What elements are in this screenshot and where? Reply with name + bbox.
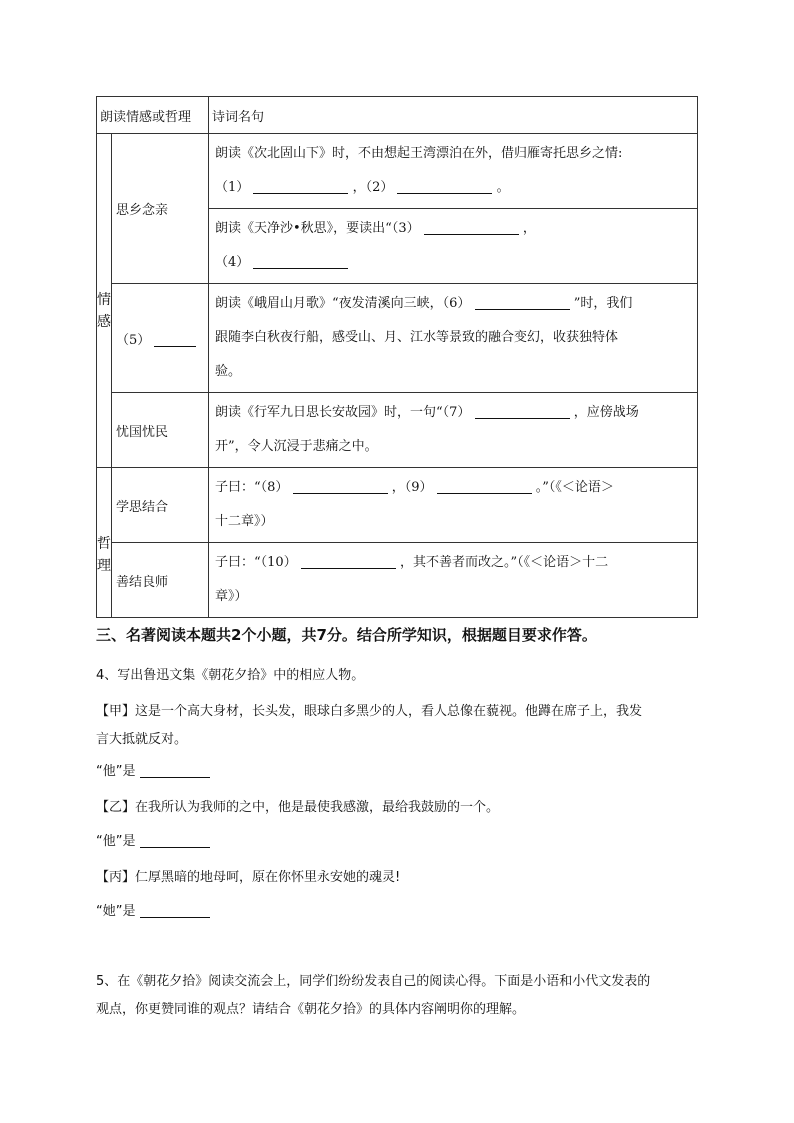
category-emotion xyxy=(97,134,112,468)
text: 朗读《行军九日思长安故园》时，一句“（7） xyxy=(215,405,471,420)
category-char: 理 xyxy=(97,557,111,574)
text-line xyxy=(215,396,695,430)
q4-excerpt-a xyxy=(96,698,696,754)
text: （4） xyxy=(215,255,250,270)
answer-blank[interactable] xyxy=(475,293,570,310)
answer-blank[interactable] xyxy=(253,252,348,269)
text: ，应傍战场 xyxy=(573,405,639,420)
text-line: 章》） xyxy=(215,589,248,604)
table-row xyxy=(97,468,698,543)
row-text xyxy=(209,468,698,543)
subcategory xyxy=(112,284,209,393)
text-line xyxy=(215,471,695,505)
category-char: 哲 xyxy=(97,535,111,552)
text: 子曰：“（8） xyxy=(215,480,289,495)
text: 朗读《峨眉山月歌》“夜发清溪向三峡，（6） xyxy=(215,296,471,311)
text: 。”（《＜论语＞ xyxy=(535,480,614,495)
answer-blank[interactable] xyxy=(301,552,396,569)
text-line: 验。 xyxy=(215,364,242,379)
row-text xyxy=(209,134,698,209)
text-line: 朗读《次北固山下》时，不由想起王湾漂泊在外，借归雁寄托思乡之情: xyxy=(215,146,623,161)
q4-excerpt-c: 【丙】仁厚黑暗的地母呵，原在你怀里永安她的魂灵! xyxy=(96,870,401,885)
q4-excerpt-b: 【乙】在我所认为我师的之中，他是最使我感激，最给我鼓励的一个。 xyxy=(96,800,500,815)
answer-blank[interactable] xyxy=(140,901,210,918)
text-line xyxy=(215,171,695,205)
text-line xyxy=(215,287,695,321)
category-philosophy xyxy=(97,468,112,618)
q4-answer-a xyxy=(96,758,696,786)
q4-answer-b xyxy=(96,828,696,856)
text: ，（9） xyxy=(391,480,433,495)
header-lines: 诗词名句 xyxy=(209,97,698,134)
section-heading: 三、名著阅读本题共2个小题，共7分。结合所学知识，根据题目要求作答。 xyxy=(96,626,597,644)
text-line xyxy=(215,546,695,580)
header-emotion: 朗读情感或哲理 xyxy=(97,97,209,134)
category-char: 感 xyxy=(97,313,111,330)
text-line: 观点，你更赞同谁的观点？请结合《朝花夕拾》的具体内容阐明你的理解。 xyxy=(96,1002,526,1017)
question-4-prompt: 4、写出鲁迅文集《朝花夕拾》中的相应人物。 xyxy=(96,668,365,683)
poetry-table xyxy=(96,96,698,618)
answer-blank[interactable] xyxy=(154,330,196,347)
answer-blank[interactable] xyxy=(253,177,348,194)
text: 朗读《天净沙•秋思》，要读出“（3） xyxy=(215,221,420,236)
text: ， xyxy=(522,221,536,236)
table-row xyxy=(97,134,698,209)
text: 子曰：“（10） xyxy=(215,555,297,570)
table-header-row xyxy=(97,97,698,134)
text: “他”是 xyxy=(96,764,136,779)
answer-blank[interactable] xyxy=(437,477,532,494)
row-text xyxy=(209,543,698,618)
text: ，其不善者而改之。”（《＜论语＞十二 xyxy=(399,555,609,570)
text: “他”是 xyxy=(96,834,136,849)
answer-blank[interactable] xyxy=(293,477,388,494)
answer-blank[interactable] xyxy=(140,831,210,848)
text: ”时，我们 xyxy=(573,296,633,311)
subcategory: 善结良师 xyxy=(112,543,209,618)
answer-blank[interactable] xyxy=(397,177,492,194)
table-row xyxy=(97,393,698,468)
text-line xyxy=(215,212,695,246)
text: （1） xyxy=(215,180,250,195)
question-5 xyxy=(96,968,696,1024)
text: “她”是 xyxy=(96,904,136,919)
subcategory: 思乡念亲 xyxy=(112,134,209,284)
table-row xyxy=(97,543,698,618)
row-text xyxy=(209,209,698,284)
answer-blank[interactable] xyxy=(424,218,519,235)
text-line: 跟随李白秋夜行船，感受山、月、江水等景致的融合变幻，收获独特体 xyxy=(215,330,619,345)
category-char: 情 xyxy=(97,291,111,308)
q4-answer-c xyxy=(96,898,696,926)
subcategory: 学思结合 xyxy=(112,468,209,543)
table-row xyxy=(97,284,698,393)
answer-blank[interactable] xyxy=(140,761,210,778)
text-line: 【甲】这是一个高大身材，长头发，眼球白多黑少的人，看人总像在藐视。他蹲在席子上，我发 xyxy=(96,704,643,719)
text: （5） xyxy=(116,332,151,348)
text: ，（2） xyxy=(352,180,394,195)
text-line: 开”，令人沉浸于悲痛之中。 xyxy=(215,439,378,454)
text-line: 言大抵就反对。 xyxy=(96,732,188,747)
answer-blank[interactable] xyxy=(475,402,570,419)
subcategory: 忧国忧民 xyxy=(112,393,209,468)
text-line: 十二章》） xyxy=(215,514,274,529)
row-text xyxy=(209,284,698,393)
row-text xyxy=(209,393,698,468)
text-line: 5、在《朝花夕拾》阅读交流会上，同学们纷纷发表自己的阅读心得。下面是小语和小代文发表的 xyxy=(96,974,651,989)
text: 。 xyxy=(496,180,510,195)
text-line xyxy=(215,246,695,280)
